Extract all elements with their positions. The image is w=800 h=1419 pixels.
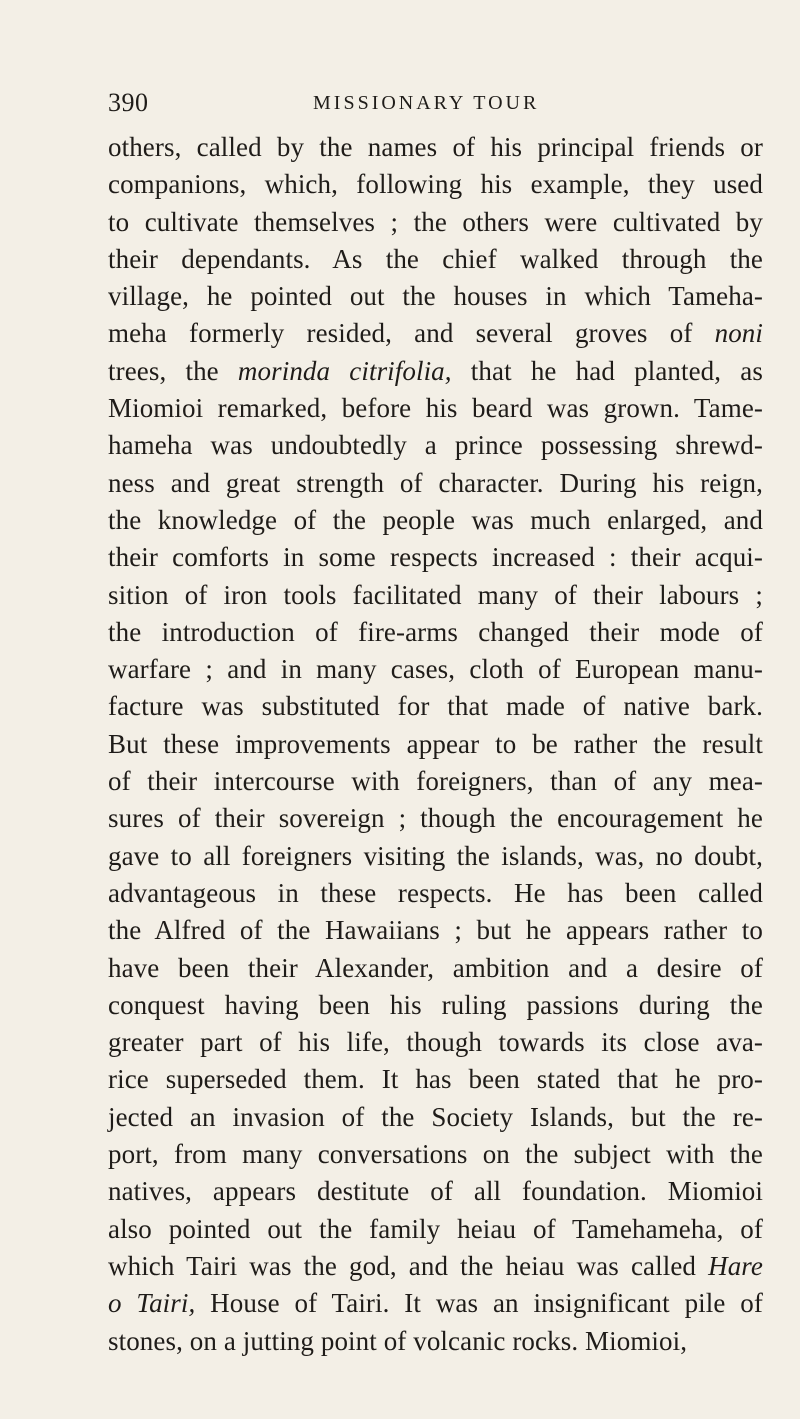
text-segment: hameha was undoubtedly a prince possessing shrewd- [108,430,763,461]
text-line [108,353,763,390]
text-segment: the introduction of fire-arms changed their mode of [108,616,763,647]
text-segment: the knowledge of the people was much enlarged, and [108,504,763,535]
text-line [108,1323,763,1360]
italic-text: noni [714,318,763,349]
text-line [108,1173,763,1210]
text-segment: jected an invasion of the Society Islands, but the re- [108,1101,763,1132]
text-line [108,465,763,502]
text-line [108,800,763,837]
text-line [108,950,763,987]
text-segment: others, called by the names of his principal friends or [108,132,763,162]
text-segment: conquest having been his ruling passions during the [108,989,763,1020]
text-segment: sition of iron tools facilitated many of their labours ; [108,579,763,610]
text-segment: also pointed out the family heiau of Tamehameha, of [108,1213,763,1244]
text-line [108,129,763,166]
text-segment: facture was substituted for that made of native bark. [108,691,763,722]
text-line [108,577,763,614]
text-line [108,688,763,725]
text-segment: to cultivate themselves ; the others were cultivated by [108,206,763,237]
text-segment: port, from many conversations on the subject with the [108,1139,763,1170]
text-line [108,241,763,278]
text-segment: companions, which, following his example, they used [108,169,763,200]
body-paragraph [108,129,763,1360]
text-line [108,502,763,539]
text-segment: the Alfred of the Hawaiians ; but he appears rather to [108,915,763,946]
text-line [108,427,763,464]
text-line [108,875,763,912]
text-line [108,390,763,427]
italic-text: morinda citrifolia, [237,355,452,386]
text-segment: their dependants. As the chief walked through the [108,243,763,274]
text-segment: meha formerly resided, and several groves of [108,318,715,349]
text-segment: Miomioi remarked, before his beard was grown. Tame- [108,393,763,424]
text-segment: gave to all foreigners visiting the islands, was, no doubt, [108,840,763,871]
text-line [108,1211,763,1248]
text-line [108,204,763,241]
text-line [108,651,763,688]
text-line [108,278,763,315]
italic-text: o Tairi, [108,1288,196,1319]
text-line [108,838,763,875]
text-line [108,315,763,352]
text-line [108,1061,763,1098]
text-segment: of their intercourse with foreigners, than of any mea- [108,766,763,797]
text-segment: But these improvements appear to be rather the result [108,728,763,759]
text-line [108,912,763,949]
text-line [108,166,763,203]
text-segment: their comforts in some respects increased : their acqui- [108,542,763,573]
italic-text: Hare [708,1250,763,1281]
text-segment: advantageous in these respects. He has been called [108,877,763,908]
page-header [108,88,718,118]
text-line [108,726,763,763]
page-number: 390 [108,88,149,117]
text-segment: greater part of his life, though towards its close ava- [108,1027,763,1058]
text-line [108,1099,763,1136]
text-line [108,1285,763,1322]
text-segment: ness and great strength of character. During his reign, [108,467,763,498]
text-segment: natives, appears destitute of all foundation. Miomioi [108,1176,763,1207]
text-line [108,1136,763,1173]
text-line [108,763,763,800]
text-segment: stones, on a jutting point of volcanic rocks. Miomioi, [108,1325,688,1356]
text-segment: rice superseded them. It has been stated that he pro- [108,1064,763,1095]
text-line [108,1248,763,1285]
text-line [108,987,763,1024]
text-segment: have been their Alexander, ambition and a desire of [108,952,763,983]
text-segment: trees, the [108,355,238,386]
text-segment: House of Tairi. It was an insignificant pile of [195,1288,763,1319]
text-segment: warfare ; and in many cases, cloth of European manu- [108,654,763,685]
text-line [108,539,763,576]
text-segment: sures of their sovereign ; though the encouragement he [108,803,763,834]
text-line [108,614,763,651]
running-head: MISSIONARY TOUR [313,92,540,114]
text-segment: which Tairi was the god, and the heiau was called [108,1250,709,1281]
text-segment: village, he pointed out the houses in which Tameha- [108,281,763,312]
text-line [108,1024,763,1061]
text-segment: that he had planted, as [451,355,763,386]
